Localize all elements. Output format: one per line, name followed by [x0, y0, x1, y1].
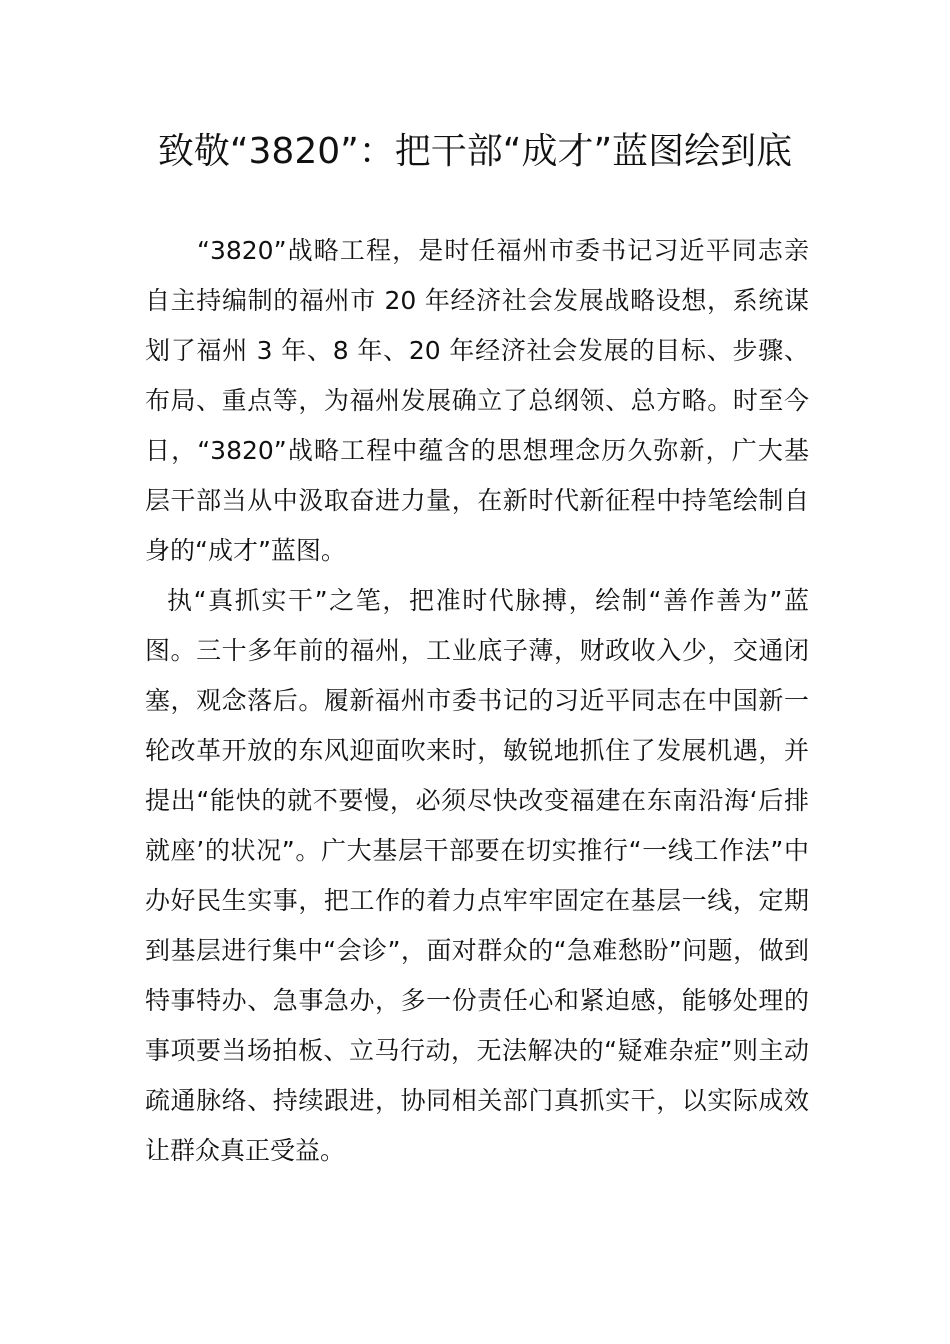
document-title: 致敬“3820”：把干部“成才”蓝图绘到底	[157, 131, 793, 172]
paragraph-1: “3820”战略工程，是时任福州市委书记习近平同志亲自主持编制的福州市 20 年经济社会发展战略设想，系统谋划了福州 3 年、8 年、20 年经济社会发展的目标、步骤、布局、重点等，为福州发展确立了总纲领、总方略。时至今日，“3820”战略工程中蕴含的思想理念历久弥新，广大基层干部当从中汲取奋进力量，在新时代新征程中持笔绘制自身的“成才”蓝图。	[145, 236, 809, 565]
paragraph-2: 执“真抓实干”之笔，把准时代脉搏，绘制“善作善为”蓝图。三十多年前的福州，工业底子薄，财政收入少，交通闭塞，观念落后。履新福州市委书记的习近平同志在中国新一轮改革开放的东风迎面吹来时，敏锐地抓住了发展机遇，并提出“能快的就不要慢，必须尽快改变福建在东南沿海‘后排就座’的状况”。广大基层干部要在切实推行“一线工作法”中办好民生实事，把工作的着力点牢牢固定在基层一线，定期到基层进行集中“会诊”，面对群众的“急难愁盼”问题，做到特事特办、急事急办，多一份责任心和紧迫感，能够处理的事项要当场拍板、立马行动，无法解决的“疑难杂症”则主动疏通脉络、持续跟进，协同相关部门真抓实干，以实际成效让群众真正受益。	[145, 586, 809, 1165]
